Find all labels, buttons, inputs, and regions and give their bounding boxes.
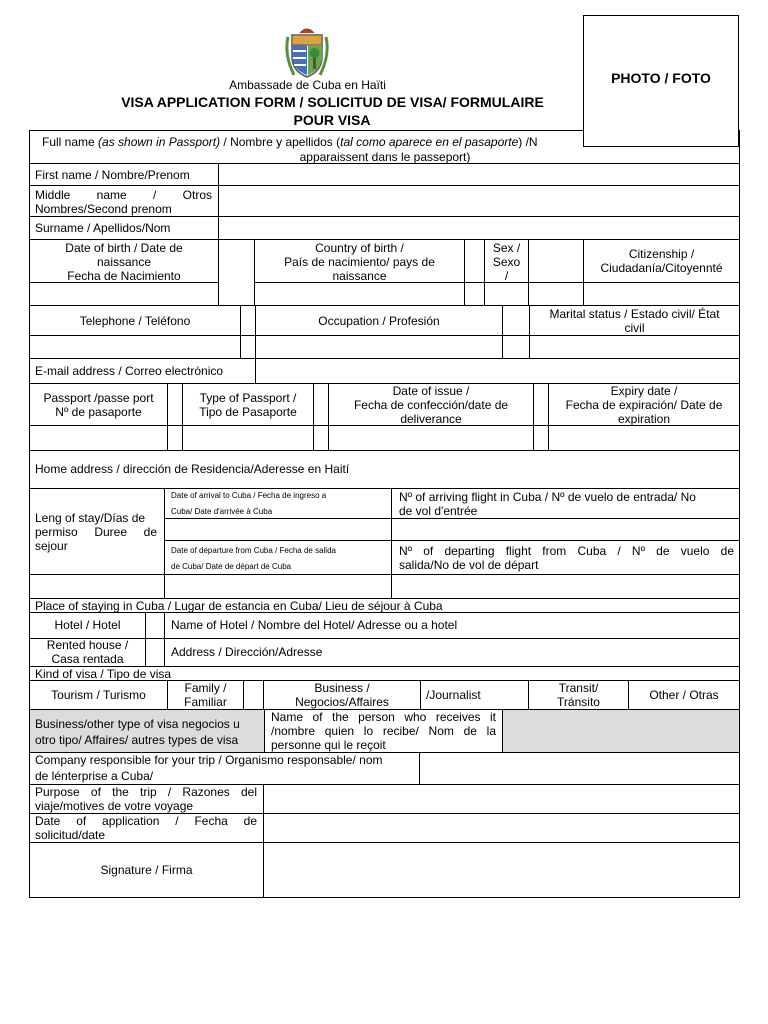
arrival-date-field[interactable] — [165, 519, 391, 540]
hotel-label: Hotel / Hotel — [54, 618, 121, 632]
email-label: E-mail address / Correo electrónico — [35, 364, 224, 378]
occupation-field[interactable] — [256, 336, 502, 358]
country-birth-field[interactable] — [255, 283, 464, 305]
dob-label: Date of birth / Date de naissance Fecha de Nacimiento — [65, 241, 183, 283]
dob-field[interactable] — [30, 283, 218, 305]
citizenship-field[interactable] — [584, 283, 739, 305]
form-title-line2: POUR VISA — [293, 112, 371, 128]
family-label: Family / Familiar — [184, 681, 227, 709]
form-title: VISA APPLICATION FORM / SOLICITUD DE VISA/ FORMULAIRE — [121, 94, 544, 110]
passport-type-field[interactable] — [183, 426, 313, 450]
expiry-date-label: Expiry date / Fecha de expiración/ Date de expiration — [565, 384, 723, 426]
business-other-label: Business/other type of visa negocios u otro tipo/ Affaires/ autres types de visa — [35, 717, 240, 747]
hotel-name-label: Name of Hotel / Nombre del Hotel/ Adresse ou a hotel — [171, 618, 458, 632]
place-of-stay-label: Place of staying in Cuba / Lugar de estancia en Cuba/ Lieu de séjour à Cuba — [35, 599, 443, 613]
rented-house-label: Rented house / Casa rentada — [46, 638, 129, 666]
receiver-name-label: Name of the person who receives it /nombre quien lo recibe/ Nom de la personne qui le reçoit — [271, 710, 496, 752]
photo-label: PHOTO / FOTO — [611, 70, 711, 86]
marital-status-label: Marital status / Estado civil/ État civil — [549, 307, 720, 335]
purpose-label: Purpose of the trip / Razones del viaje/motives de votre voyage — [35, 785, 257, 813]
departure-date-field[interactable] — [165, 575, 391, 598]
home-address-label: Home address / dirección de Residencia/Aderesse en Haití — [35, 462, 350, 476]
address-label: Address / Dirección/Adresse — [171, 645, 323, 659]
arrival-flight-label: Nº of arriving flight in Cuba / Nº de vuelo de entrada/ No de vol d'entrée — [399, 490, 696, 518]
marital-status-field[interactable] — [530, 336, 739, 358]
passport-number-label: Passport /passe port Nº de pasaporte — [43, 391, 154, 419]
passport-number-field[interactable] — [30, 426, 167, 450]
expiry-date-field[interactable] — [549, 426, 739, 450]
arrival-flight-field[interactable] — [392, 519, 739, 540]
length-of-stay-label: Leng of stay/Días de permiso Duree de sejour — [35, 511, 157, 553]
purpose-field[interactable] — [264, 785, 739, 813]
country-birth-label: Country of birth / País de nacimiento/ pays de naissance — [284, 241, 435, 283]
first-name-field[interactable] — [219, 164, 739, 185]
issue-date-field[interactable] — [329, 426, 533, 450]
full-name-label-2: apparaissent dans le passeport) — [299, 150, 471, 164]
other-visa-label: Other / Otras — [649, 688, 719, 702]
hotel-checkbox[interactable] — [146, 613, 164, 638]
rented-house-checkbox[interactable] — [146, 639, 164, 666]
signature-field[interactable] — [264, 843, 739, 897]
signature-label: Signature / Firma — [100, 863, 193, 877]
journalist-label: /Journalist — [426, 688, 481, 702]
departure-flight-field[interactable] — [392, 575, 739, 598]
middle-name-label-2: Nombres/Second prenom — [35, 202, 172, 216]
family-checkbox[interactable] — [244, 681, 263, 709]
sex-label: Sex / Sexo / — [492, 241, 521, 283]
transit-label: Transit/ Tránsito — [557, 681, 600, 709]
company-label: Company responsible for your trip / Organismo responsable/ nom de lénterprise a Cuba/ — [35, 753, 383, 783]
occupation-label: Occupation / Profesión — [318, 314, 440, 328]
middle-name-label: Middle name / Otros — [35, 188, 212, 202]
length-of-stay-field[interactable] — [30, 575, 164, 598]
company-field[interactable] — [420, 753, 739, 784]
citizenship-label: Citizenship / Ciudadanía/Citoyennté — [600, 247, 723, 275]
passport-type-label: Type of Passport / Tipo de Pasaporte — [199, 391, 297, 419]
embassy-name: Ambassade de Cuba en Haïti — [229, 78, 386, 92]
departure-date-label: Date of departure from Cuba / Fecha de salida de Cuba/ Date de départ de Cuba — [171, 546, 336, 571]
kind-of-visa-label: Kind of visa / Tipo de visa — [35, 667, 172, 681]
full-name-label: Full name (as shown in Passport) / Nombre y apellidos (tal como aparece en el pasaporte) /N — [42, 135, 538, 149]
email-field[interactable] — [256, 359, 739, 383]
issue-date-label: Date of issue / Fecha de confección/date de deliverance — [353, 384, 509, 426]
middle-name-field[interactable] — [219, 186, 739, 216]
application-date-label: Date of application / Fecha de solicitud/date — [35, 814, 257, 842]
sex-field[interactable] — [485, 283, 528, 305]
arrival-date-label: Date of arrival to Cuba / Fecha de ingreso a Cuba/ Date d'arrivée à Cuba — [171, 491, 327, 516]
tourism-label: Tourism / Turismo — [51, 688, 146, 702]
cuba-coat-of-arms-icon — [282, 25, 332, 81]
surname-field[interactable] — [219, 217, 739, 239]
telephone-field[interactable] — [30, 336, 240, 358]
first-name-label: First name / Nombre/Prenom — [35, 168, 190, 182]
departure-flight-label: Nº of departing flight from Cuba / Nº de vuelo de salida/No de vol de départ — [399, 544, 734, 572]
application-date-field[interactable] — [264, 814, 739, 842]
receiver-name-field[interactable] — [503, 710, 739, 752]
surname-label: Surname / Apellidos/Nom — [35, 221, 171, 235]
business-label: Business / Negocios/Affaires — [295, 681, 389, 709]
telephone-label: Telephone / Teléfono — [79, 314, 191, 328]
